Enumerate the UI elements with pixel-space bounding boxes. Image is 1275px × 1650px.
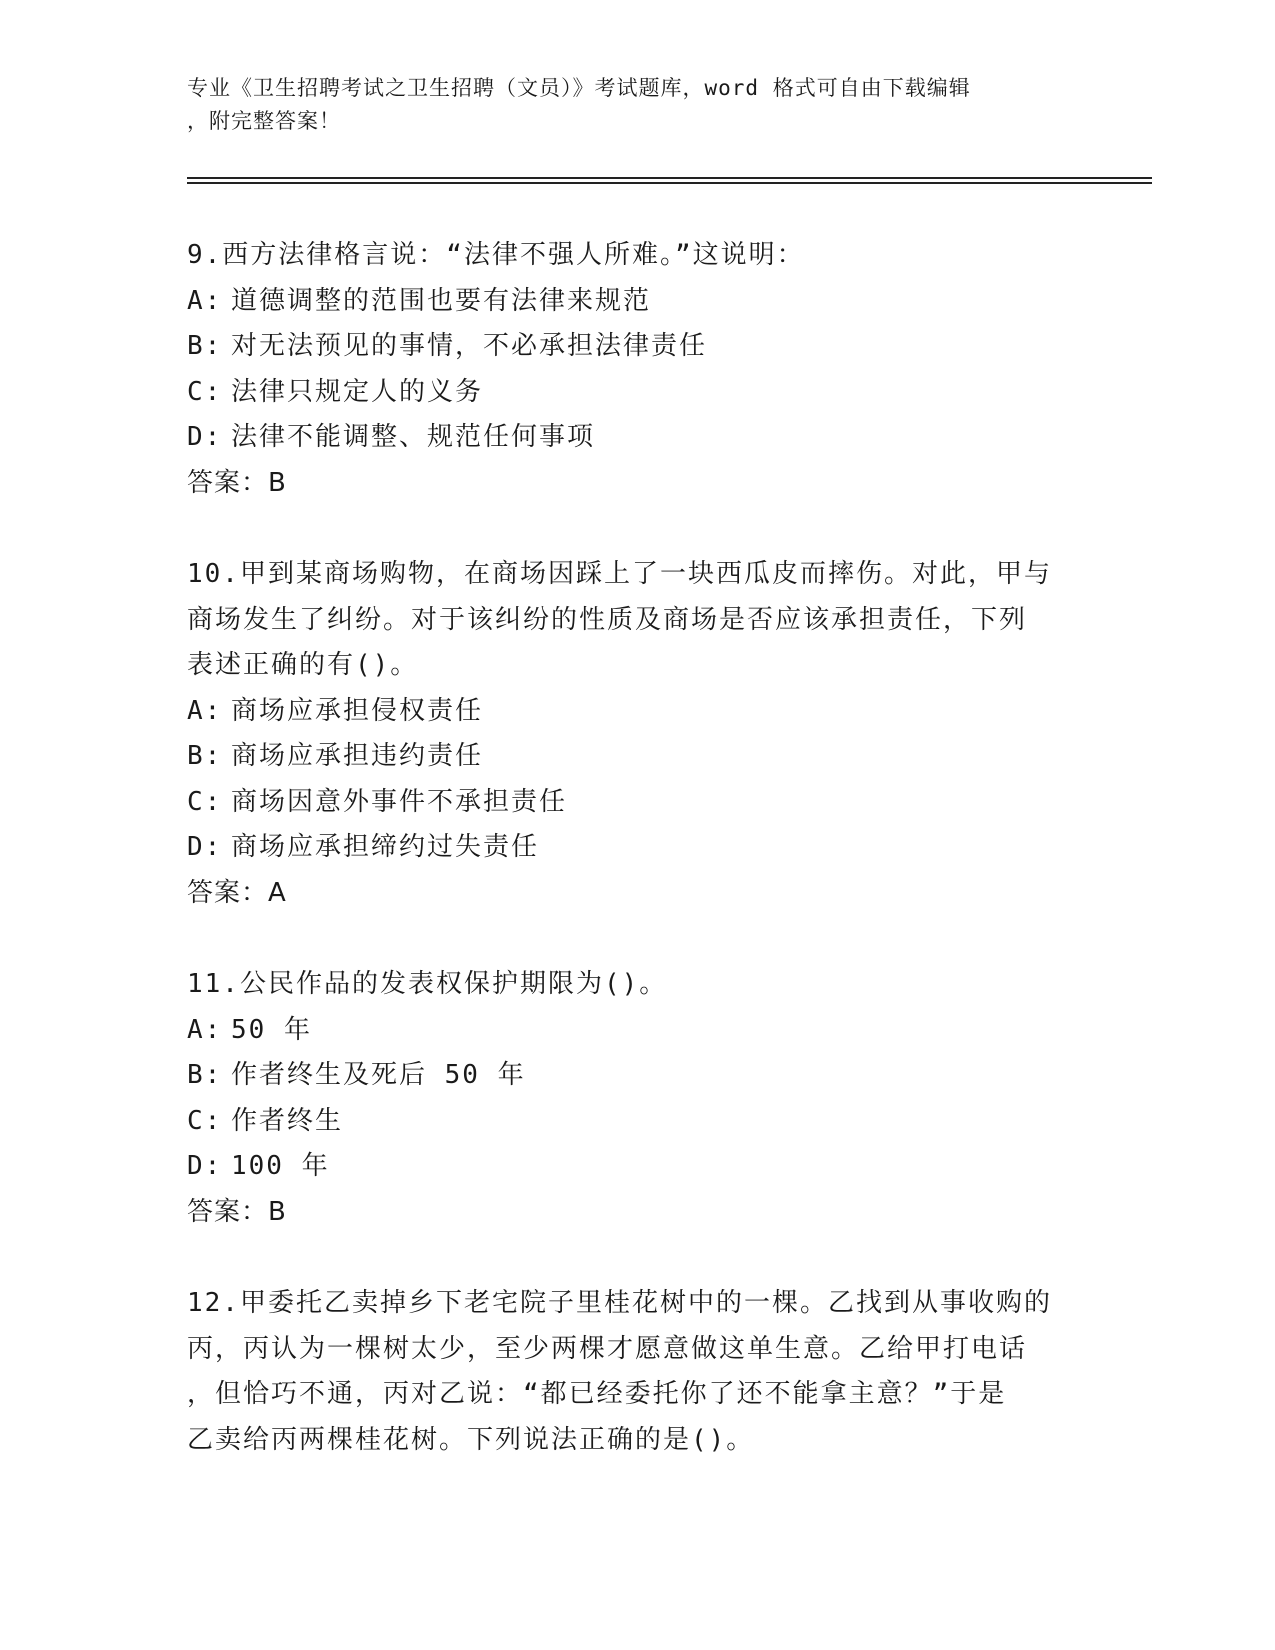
question-text: 商场发生了纠纷。对于该纠纷的性质及商场是否应该承担责任，下列: [187, 604, 1028, 635]
option-row: [187, 734, 1087, 780]
question-block: [187, 552, 1087, 916]
option-text: 商场应承担缔约过失责任: [231, 832, 540, 862]
header-divider-bottom: [187, 182, 1152, 184]
option-label: C:: [187, 376, 223, 407]
question-text: 10.甲到某商场购物，在商场因踩上了一块西瓜皮而摔伤。对此，甲与: [187, 559, 1052, 589]
question-text: 9.西方法律格言说：“法律不强人所难。”这说明：: [187, 240, 805, 270]
question-text: ，但恰巧不通，丙对乙说：“都已经委托你了还不能拿主意？”于是: [187, 1379, 1007, 1409]
header-divider-top: [187, 177, 1152, 179]
option-row: [187, 370, 1087, 416]
question-list: [187, 233, 1087, 1509]
option-text: 50 年: [231, 1014, 312, 1045]
option-label: C:: [187, 786, 223, 817]
option-text: 作者终生: [231, 1105, 344, 1136]
option-text: 商场应承担违约责任: [231, 741, 484, 771]
option-label: D:: [187, 832, 223, 862]
question-text: 表述正确的有()。: [187, 650, 419, 680]
option-text: 100 年: [231, 1151, 330, 1181]
option-label: D:: [187, 422, 223, 452]
question-block: [187, 962, 1087, 1235]
option-row: [187, 1144, 1087, 1190]
option-row: [187, 1053, 1087, 1099]
option-text: 法律只规定人的义务: [231, 376, 484, 407]
option-row: [187, 689, 1087, 735]
option-label: B:: [187, 741, 223, 771]
option-text: 对无法预见的事情，不必承担法律责任: [231, 331, 708, 361]
answer-line: 答案：B: [187, 467, 287, 498]
option-row: [187, 324, 1087, 370]
option-text: 法律不能调整、规范任何事项: [231, 422, 596, 452]
option-text: 商场因意外事件不承担责任: [231, 786, 568, 817]
option-row: [187, 1099, 1087, 1145]
document-header: [187, 72, 1067, 138]
option-text: 作者终生及死后 50 年: [231, 1060, 526, 1090]
option-label: A:: [187, 285, 223, 316]
option-text: 道德调整的范围也要有法律来规范: [231, 285, 652, 316]
option-label: D:: [187, 1151, 223, 1181]
option-row: [187, 279, 1087, 325]
answer-line: 答案：B: [187, 1196, 287, 1227]
option-row: [187, 1008, 1087, 1054]
option-row: [187, 825, 1087, 871]
option-row: [187, 780, 1087, 826]
question-text: 12.甲委托乙卖掉乡下老宅院子里桂花树中的一棵。乙找到从事收购的: [187, 1288, 1052, 1318]
header-line-1: 专业《卫生招聘考试之卫生招聘（文员）》考试题库，word 格式可自由下载编辑: [187, 76, 971, 100]
option-text: 商场应承担侵权责任: [231, 695, 484, 726]
question-text: 11.公民作品的发表权保护期限为()。: [187, 969, 668, 999]
option-label: A:: [187, 695, 223, 726]
question-text: 乙卖给丙两棵桂花树。下列说法正确的是()。: [187, 1424, 755, 1455]
question-text: 丙，丙认为一棵树太少，至少两棵才愿意做这单生意。乙给甲打电话: [187, 1333, 1028, 1364]
question-block: [187, 1281, 1087, 1463]
question-block: [187, 233, 1087, 506]
option-label: B:: [187, 1060, 223, 1090]
option-label: B:: [187, 331, 223, 361]
option-label: A:: [187, 1014, 223, 1045]
answer-line: 答案：A: [187, 877, 287, 908]
header-line-2: ，附完整答案！: [187, 109, 341, 133]
option-row: [187, 415, 1087, 461]
option-label: C:: [187, 1105, 223, 1136]
